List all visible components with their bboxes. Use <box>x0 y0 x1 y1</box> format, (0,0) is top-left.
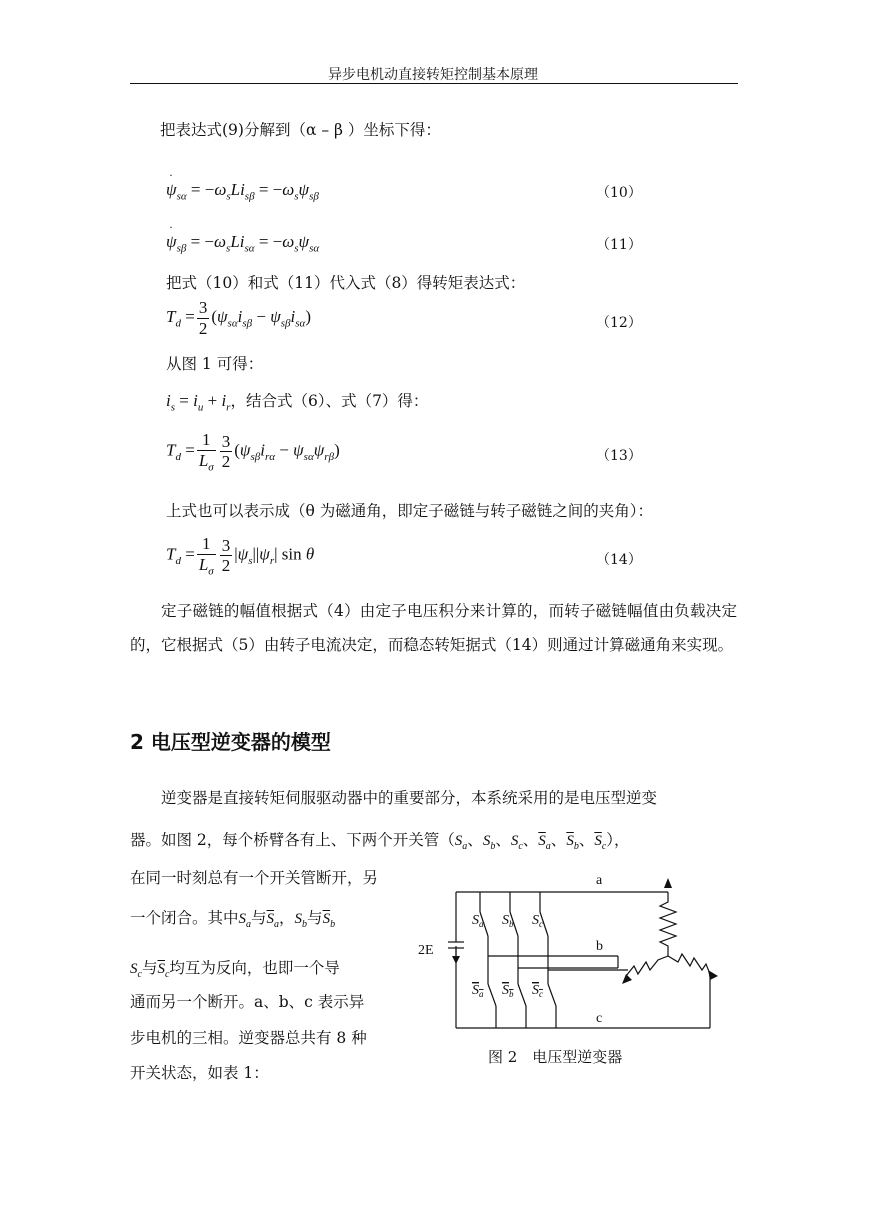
paragraph-flux: 定子磁链的幅值根据式（4）由定子电压积分来计算的，而转子磁链幅值由负载决定的，它根据式（5）由转子电流决定，而稳态转矩据式（14）则通过计算磁通角来实现。 <box>130 602 737 654</box>
svg-text:Sc: $S_c$ <box>532 983 543 999</box>
combine-text: ，结合式（6）、式（7）得： <box>230 392 429 410</box>
current-sum-line: $i_s = i_u + i_r$，结合式（6）、式（7）得： <box>166 391 429 414</box>
left-col-line3: $S_c$与$\overline{S}_c$均互为反向，也即一个导 <box>130 959 340 980</box>
svg-text:Sb: $S_b$ <box>502 913 514 929</box>
line2-suffix: ）， <box>606 831 630 849</box>
phase-a-label: a <box>596 873 603 888</box>
equation-number-14: （14） <box>596 552 642 568</box>
equation-number-13: （13） <box>596 448 642 464</box>
left-col-line1: 在同一时刻总有一个开关管断开，另 <box>130 869 379 887</box>
inverter-paragraph-line2: 器。如图 2，每个桥臂各有上、下两个开关管（$S_a$、$S_b$、$S_c$、$\overline{S}_a$、$\overline{S}_b$、$\overline{S}_c$）， <box>130 831 630 852</box>
equation-13: $T_d$ = $\frac{1}{L_\sigma}$ $\frac{3}{2}$ $(\psi_{s\beta}i_{r\alpha} - \psi_{s\alpha}\psi_{r\beta})$ <box>166 430 340 473</box>
phase-c-label: c <box>596 1011 603 1026</box>
inverter-paragraph-line1: 逆变器是直接转矩伺服驱动器中的重要部分，本系统采用的是电压型逆变 <box>161 789 658 807</box>
left-col-line5: 步电机的三相。逆变器总共有 8 种 <box>130 1029 367 1047</box>
equation-number-11: （11） <box>596 237 642 253</box>
section-heading: 2 电压型逆变器的模型 <box>130 730 331 754</box>
equation-12: $T_d$ = $\frac{3}{2}$ $(\psi_{s\alpha}i_{s\beta} - \psi_{s\beta}i_{s\alpha})$ <box>166 298 311 338</box>
intro-text: 把表达式(9)分解到（α – β ）坐标下得： <box>160 121 441 139</box>
equation-14: $T_d$ = $\frac{1}{L_\sigma}$ $\frac{3}{2}$ $|\psi_s||\psi_r|$ sin θ <box>166 534 315 577</box>
angle-text: 上式也可以表示成（θ 为磁通角，即定子磁链与转子磁链之间的夹角）： <box>166 502 654 520</box>
svg-text:Sa: $S_a$ <box>472 983 484 999</box>
line2-prefix: 器。如图 2，每个桥臂各有上、下两个开关管（ <box>130 831 455 849</box>
svg-text:Sb: $S_b$ <box>502 983 514 999</box>
running-header: 异步电机动直接转矩控制基本原理 <box>328 67 538 83</box>
inverter-circuit-diagram <box>410 866 730 1046</box>
equation-number-10: （10） <box>596 185 642 201</box>
svg-text:Sa: $S_a$ <box>472 913 484 929</box>
phase-b-label: b <box>596 939 603 954</box>
from-figure-text: 从图 1 可得： <box>166 355 264 373</box>
substitution-text: 把式（10）和式（11）代入式（8）得转矩表达式： <box>166 274 526 292</box>
equation-10: ψ · $_{s\alpha} = -\omega_sLi_{s\beta} = -\omega_s\psi_{s\beta}$ <box>166 168 319 203</box>
header-rule <box>130 83 738 84</box>
left-col-line4: 通而另一个断开。a、b、c 表示异 <box>130 993 365 1011</box>
source-label: 2E <box>418 943 434 958</box>
equation-11: ψ · $_{s\beta} = -\omega_sLi_{s\alpha} = -\omega_s\psi_{s\alpha}$ <box>166 220 320 255</box>
svg-text:Sc: $S_c$ <box>532 913 543 929</box>
left-col-line6: 开关状态，如表 1： <box>130 1064 269 1082</box>
equation-number-12: （12） <box>596 315 642 331</box>
figure-2-caption: 图 2 电压型逆变器 <box>488 1048 623 1066</box>
left-col-line2: 一个闭合。其中$S_a$与$\overline{S}_a$，$S_b$与$\overline{S}_b$ <box>130 909 336 930</box>
